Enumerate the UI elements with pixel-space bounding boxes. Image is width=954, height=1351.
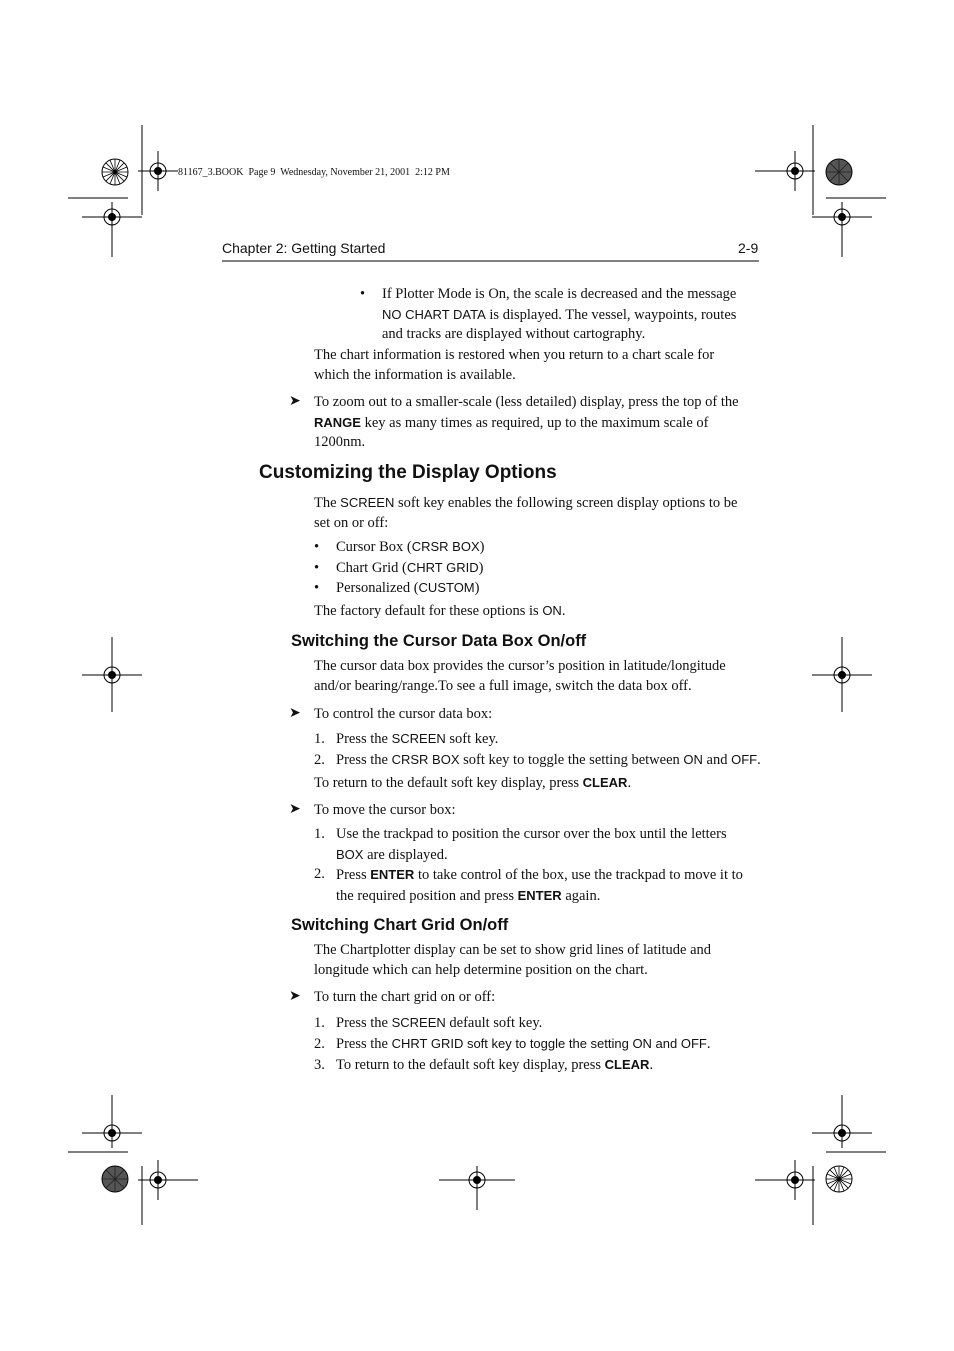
running-header-chapter: Chapter 2: Getting Started bbox=[222, 240, 386, 256]
zoom-out-procedure bbox=[314, 393, 764, 453]
move-step-1-line-2-rest: are displayed. bbox=[363, 846, 448, 863]
control-procedure-intro: To control the cursor data box: bbox=[314, 706, 493, 722]
return-pre: To return to the default soft key display, press bbox=[314, 775, 583, 791]
arrow-icon: ➤ bbox=[289, 393, 301, 409]
option-pre: Personalized ( bbox=[336, 580, 419, 596]
step-line2-post: again. bbox=[561, 887, 601, 904]
restore-line-2: which the information is available. bbox=[314, 366, 516, 383]
control-step-2 bbox=[314, 750, 761, 771]
book-stamp: 81167_3.BOOK Page 9 Wednesday, November 21, 2001 2:12 PM bbox=[178, 167, 450, 178]
section-title-cursor-box: Switching the Cursor Data Box On/off bbox=[291, 632, 587, 650]
move-step-2-number: 2. bbox=[314, 866, 325, 882]
zoom-out-line-1: To zoom out to a smaller-scale (less detailed) display, press the top of the bbox=[314, 394, 739, 410]
option-pre: Cursor Box ( bbox=[336, 539, 412, 555]
step-pre: Press the bbox=[336, 731, 392, 747]
move-step-1-number: 1. bbox=[314, 826, 325, 842]
option-pre: Chart Grid ( bbox=[336, 559, 407, 576]
customizing-intro-line-2: set on or off: bbox=[314, 514, 389, 531]
move-step-1-line-2 bbox=[336, 845, 766, 866]
step-post: soft key. bbox=[445, 731, 499, 747]
move-step-2 bbox=[336, 865, 766, 906]
control-return-text bbox=[314, 773, 631, 794]
cursor-box-desc-line-1: The cursor data box provides the cursor’s position in latitude/longitude bbox=[314, 658, 726, 674]
list-item bbox=[314, 578, 764, 599]
step-number: 2. bbox=[314, 752, 325, 768]
chart-grid-desc-line-2: longitude which can help determine position on the chart. bbox=[314, 961, 648, 978]
zoom-out-line-2-rest: key as many times as required, up to the maximum scale of bbox=[360, 414, 709, 431]
enter-key-label: ENTER bbox=[370, 867, 415, 882]
zoom-out-line-2 bbox=[314, 413, 764, 434]
plotter-line-2-rest: is displayed. The vessel, waypoints, routes bbox=[485, 306, 737, 323]
step-pre: Press the bbox=[336, 1015, 392, 1031]
chrt-grid-label: CHRT GRID bbox=[406, 559, 479, 575]
move-step-2-line-1 bbox=[336, 865, 766, 886]
section-title-chart-grid: Switching Chart Grid On/off bbox=[291, 916, 509, 934]
bullet: • bbox=[314, 580, 320, 596]
chart-grid-step-1 bbox=[314, 1013, 542, 1034]
intro-post: soft key enables the following screen display options to be bbox=[394, 495, 738, 511]
option-post: ) bbox=[474, 580, 480, 596]
option-post: ) bbox=[479, 539, 485, 555]
step-number: 3. bbox=[314, 1057, 325, 1073]
step-pre: Press the bbox=[336, 1036, 392, 1052]
factory-default-text bbox=[314, 601, 565, 622]
step-mid: soft key to toggle the setting between bbox=[459, 752, 684, 768]
chart-grid-step-2 bbox=[314, 1034, 710, 1055]
no-chart-data-label: NO CHART DATA bbox=[382, 306, 486, 322]
on-label: ON bbox=[542, 603, 562, 618]
intro-pre: The bbox=[314, 495, 341, 511]
step-line2-pre: the required position and press bbox=[336, 887, 518, 904]
default-post: . bbox=[561, 603, 566, 619]
default-pre: The factory default for these options is bbox=[314, 603, 543, 619]
chart-grid-description bbox=[314, 941, 764, 980]
chart-grid-procedure-intro: To turn the chart grid on or off: bbox=[314, 989, 496, 1005]
move-procedure-intro: To move the cursor box: bbox=[314, 802, 456, 818]
display-options-list bbox=[314, 537, 764, 599]
chart-grid-desc-line-1: The Chartplotter display can be set to show grid lines of latitude and bbox=[314, 942, 712, 958]
step-pre: Press bbox=[336, 867, 371, 883]
screen-key-label: SCREEN bbox=[340, 495, 395, 510]
chrt-grid-toggle-text: CHRT GRID soft key to toggle the setting ON and OFF bbox=[391, 1036, 707, 1051]
list-item bbox=[314, 537, 764, 558]
step-and: and bbox=[702, 752, 732, 768]
move-step-1 bbox=[336, 825, 766, 865]
control-step-1 bbox=[314, 729, 498, 750]
range-key-label: RANGE bbox=[314, 414, 361, 430]
return-post: . bbox=[627, 775, 632, 791]
step-number: 1. bbox=[314, 731, 325, 747]
restore-paragraph bbox=[314, 346, 764, 385]
step-post: . bbox=[649, 1057, 654, 1073]
step-rest: to take control of the box, use the trackpad to move it to bbox=[414, 867, 743, 883]
step-post: . bbox=[706, 1036, 711, 1052]
plotter-line-1: If Plotter Mode is On, the scale is decreased and the message bbox=[382, 286, 737, 302]
off-label: OFF bbox=[731, 752, 758, 767]
running-header-page-number: 2-9 bbox=[738, 240, 759, 256]
step-pre: To return to the default soft key display, press bbox=[336, 1057, 605, 1073]
move-step-1-line-1: Use the trackpad to position the cursor over the box until the letters bbox=[336, 826, 727, 842]
plotter-line-2 bbox=[382, 305, 762, 326]
box-label: BOX bbox=[336, 846, 364, 862]
bullet: • bbox=[314, 559, 320, 576]
chart-grid-step-3 bbox=[314, 1055, 653, 1076]
enter-key-label: ENTER bbox=[517, 887, 562, 903]
screen-key-label: SCREEN bbox=[391, 731, 446, 746]
plotter-bullet-marker: • bbox=[360, 286, 366, 302]
zoom-out-line-3: 1200nm. bbox=[314, 434, 366, 450]
customizing-intro bbox=[314, 493, 764, 533]
step-post: default soft key. bbox=[445, 1015, 543, 1031]
section-title-customizing: Customizing the Display Options bbox=[259, 462, 557, 483]
list-item bbox=[314, 558, 764, 579]
cursor-box-description bbox=[314, 657, 764, 696]
bullet: • bbox=[314, 539, 320, 555]
crsr-box-label: CRSR BOX bbox=[411, 539, 480, 554]
custom-label: CUSTOM bbox=[418, 580, 475, 595]
clear-key-label: CLEAR bbox=[604, 1057, 650, 1072]
step-post: . bbox=[757, 752, 761, 768]
arrow-icon: ➤ bbox=[289, 705, 301, 721]
arrow-icon: ➤ bbox=[289, 988, 301, 1004]
crsr-box-label: CRSR BOX bbox=[391, 752, 460, 767]
plotter-line-3: and tracks are displayed without cartography. bbox=[382, 326, 646, 342]
screen-key-label: SCREEN bbox=[391, 1015, 446, 1030]
arrow-icon: ➤ bbox=[289, 801, 301, 817]
customizing-intro-line-1 bbox=[314, 493, 764, 514]
restore-line-1: The chart information is restored when you return to a chart scale for bbox=[314, 347, 715, 363]
step-pre: Press the bbox=[336, 752, 392, 768]
on-label: ON bbox=[683, 752, 703, 767]
step-number: 1. bbox=[314, 1015, 325, 1031]
clear-key-label: CLEAR bbox=[582, 775, 628, 790]
plotter-bullet-text bbox=[382, 285, 762, 345]
option-post: ) bbox=[478, 559, 484, 576]
cursor-box-desc-line-2: and/or bearing/range.To see a full image, switch the data box off. bbox=[314, 677, 692, 694]
move-step-2-line-2 bbox=[336, 886, 766, 907]
step-number: 2. bbox=[314, 1036, 325, 1052]
